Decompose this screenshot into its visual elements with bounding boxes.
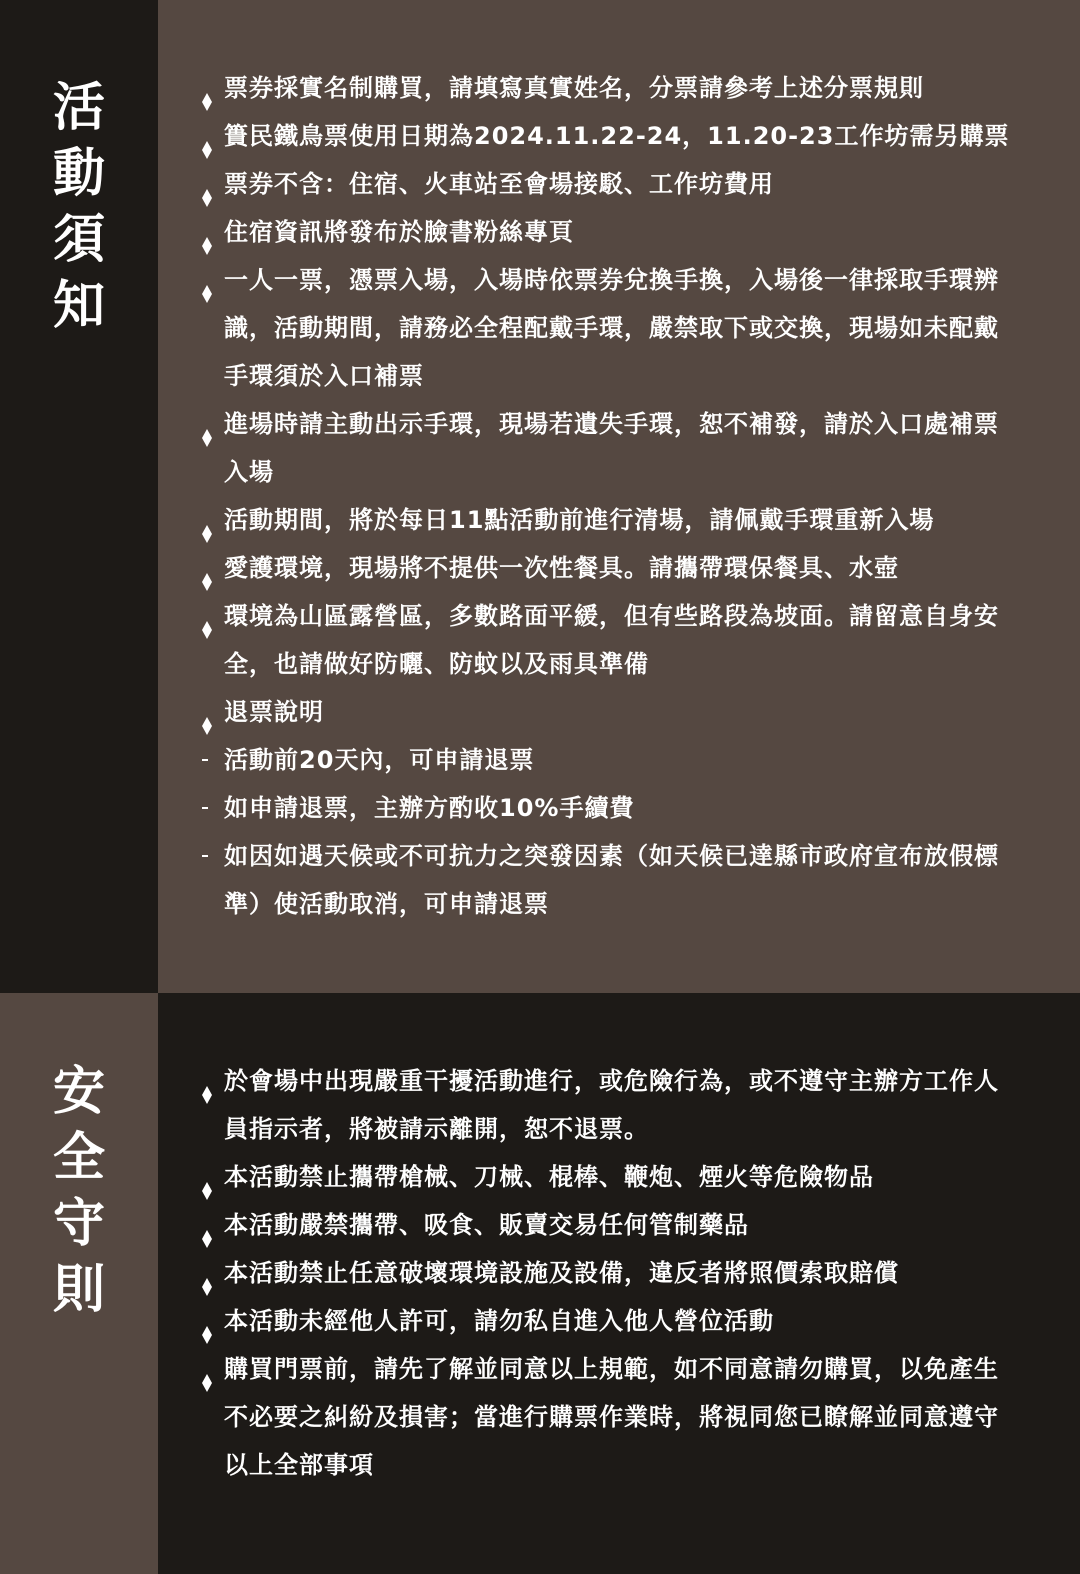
diamond-bullet-icon <box>202 223 212 241</box>
safety-title-char: 安 <box>52 1062 105 1122</box>
notice-list-item <box>202 544 1022 592</box>
safety-title-column <box>0 993 158 1574</box>
diamond-bullet-icon <box>202 127 212 145</box>
notice-list-item <box>202 736 1022 784</box>
safety-item-text: 本活動禁止任意破壞環境設施及設備，違反者將照價索取賠償 <box>224 1259 899 1287</box>
diamond-bullet-icon <box>202 1360 212 1378</box>
notice-list-item <box>202 208 1022 256</box>
safety-list-item <box>202 1201 1022 1249</box>
notice-list-item <box>202 832 1022 928</box>
notice-list-item <box>202 688 1022 736</box>
diamond-bullet-icon <box>202 1072 212 1090</box>
notice-title-char: 須 <box>52 210 105 270</box>
safety-list-item <box>202 1153 1022 1201</box>
safety-list-item <box>202 1249 1022 1297</box>
diamond-bullet-icon <box>202 607 212 625</box>
notice-list <box>202 64 1022 928</box>
safety-item-text: 於會場中出現嚴重干擾活動進行，或危險行為，或不遵守主辦方工作人員指示者，將被請示離開，恕不退票。 <box>224 1067 999 1143</box>
safety-item-text: 本活動未經他人許可，請勿私自進入他人營位活動 <box>224 1307 774 1335</box>
notice-content <box>158 0 1080 993</box>
notice-list-item <box>202 496 1022 544</box>
notice-item-text: 進場時請主動出示手環，現場若遺失手環，恕不補發，請於入口處補票入場 <box>224 410 999 486</box>
diamond-bullet-icon <box>202 1216 212 1234</box>
diamond-bullet-icon <box>202 703 212 721</box>
diamond-bullet-icon <box>202 1264 212 1282</box>
notice-title-char: 知 <box>52 276 105 336</box>
notice-list-item <box>202 160 1022 208</box>
notice-list-item <box>202 592 1022 688</box>
diamond-bullet-icon <box>202 415 212 433</box>
notice-title-column <box>0 0 158 993</box>
notice-list-item <box>202 112 1022 160</box>
safety-item-text: 本活動嚴禁攜帶、吸食、販賣交易任何管制藥品 <box>224 1211 749 1239</box>
notice-item-text: 退票說明 <box>224 698 324 726</box>
notice-title-char: 活 <box>52 78 105 138</box>
dash-bullet-icon <box>202 807 208 809</box>
notice-item-text: 票券不含：住宿、火車站至會場接駁、工作坊費用 <box>224 170 774 198</box>
dash-bullet-icon <box>202 855 208 857</box>
safety-section <box>0 993 1080 1574</box>
notice-list-item <box>202 64 1022 112</box>
notice-item-text: 如因如遇天候或不可抗力之突發因素（如天候已達縣市政府宣布放假標準）使活動取消，可申請退票 <box>224 842 999 918</box>
notice-title-char: 動 <box>52 144 105 204</box>
notice-list-item <box>202 400 1022 496</box>
notice-item-text: 住宿資訊將發布於臉書粉絲專頁 <box>224 218 574 246</box>
safety-item-text: 購買門票前，請先了解並同意以上規範，如不同意請勿購買，以免產生不必要之糾紛及損害；當進行購票作業時，將視同您已瞭解並同意遵守以上全部事項 <box>224 1355 999 1479</box>
diamond-bullet-icon <box>202 175 212 193</box>
safety-title-char: 則 <box>52 1260 105 1320</box>
diamond-bullet-icon <box>202 1168 212 1186</box>
notice-item-text: 票券採實名制購買，請填寫真實姓名，分票請參考上述分票規則 <box>224 74 924 102</box>
notice-item-text: 簣民鐵鳥票使用日期為2024.11.22-24，11.20-23工作坊需另購票 <box>224 122 1010 150</box>
notice-item-text: 愛護環境，現場將不提供一次性餐具。請攜帶環保餐具、水壺 <box>224 554 899 582</box>
safety-title-char: 守 <box>52 1194 105 1254</box>
safety-item-text: 本活動禁止攜帶槍械、刀械、棍棒、鞭炮、煙火等危險物品 <box>224 1163 874 1191</box>
notice-list-item <box>202 784 1022 832</box>
notice-list-item <box>202 256 1022 400</box>
dash-bullet-icon <box>202 759 208 761</box>
notice-item-text: 一人一票，憑票入場，入場時依票券兌換手換，入場後一律採取手環辨識，活動期間，請務必全程配戴手環，嚴禁取下或交換，現場如未配戴手環須於入口補票 <box>224 266 999 390</box>
notice-item-text: 環境為山區露營區，多數路面平緩，但有些路段為坡面。請留意自身安全，也請做好防曬、防蚊以及雨具準備 <box>224 602 999 678</box>
notice-item-text: 活動前20天內，可申請退票 <box>224 746 535 774</box>
safety-list-item <box>202 1057 1022 1153</box>
diamond-bullet-icon <box>202 1312 212 1330</box>
safety-list-item <box>202 1297 1022 1345</box>
safety-list-item <box>202 1345 1022 1489</box>
diamond-bullet-icon <box>202 79 212 97</box>
safety-title-char: 全 <box>52 1128 105 1188</box>
notice-item-text: 如申請退票，主辦方酌收10%手續費 <box>224 794 635 822</box>
diamond-bullet-icon <box>202 511 212 529</box>
safety-list <box>202 1057 1022 1489</box>
notice-item-text: 活動期間，將於每日11點活動前進行清場，請佩戴手環重新入場 <box>224 506 935 534</box>
diamond-bullet-icon <box>202 559 212 577</box>
diamond-bullet-icon <box>202 271 212 289</box>
safety-content <box>158 993 1080 1574</box>
